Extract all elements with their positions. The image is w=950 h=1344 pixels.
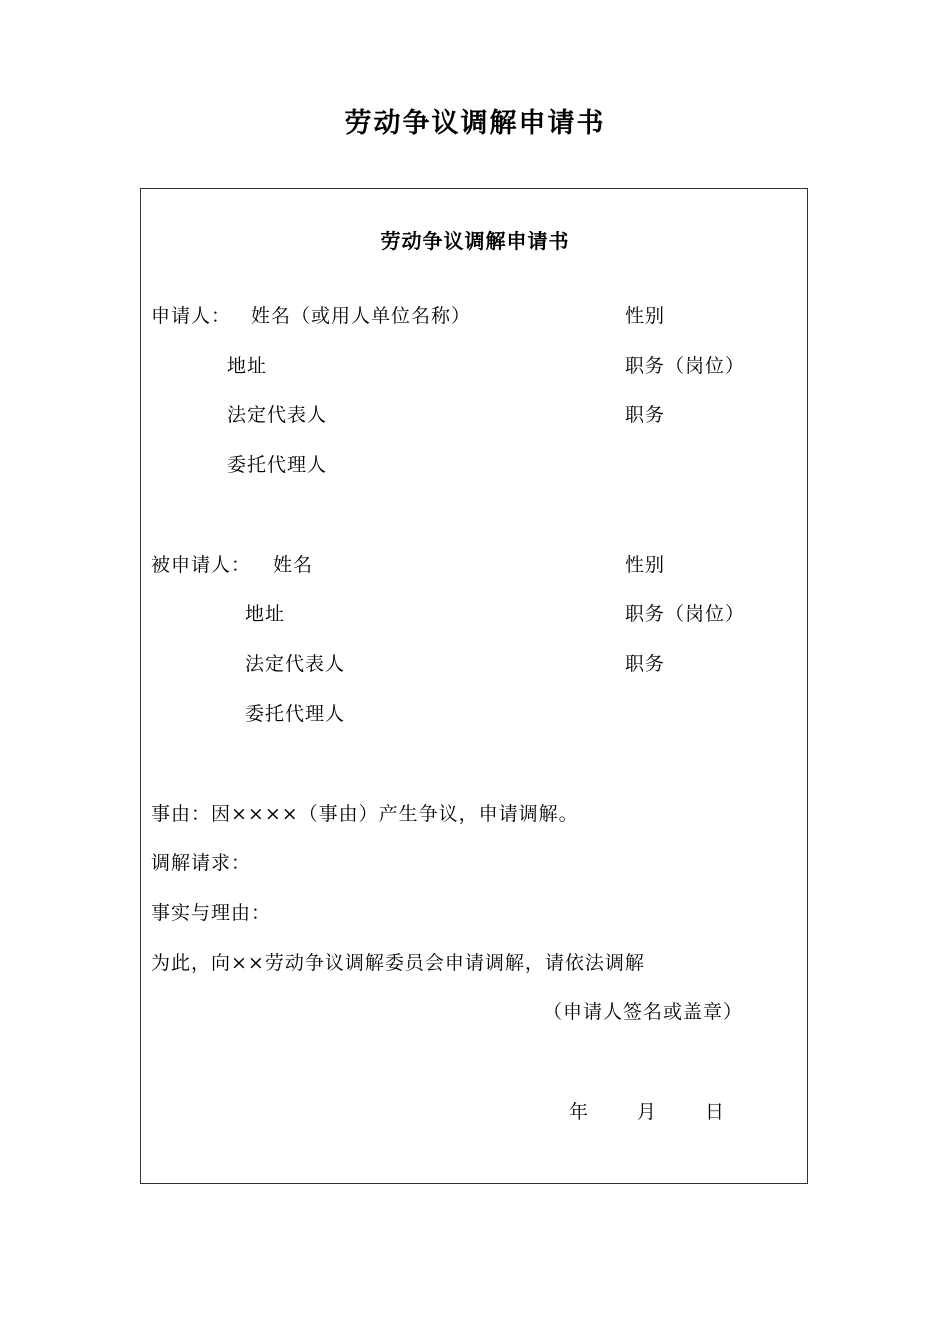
reason-text: 事由：因××××（事由）产生争议，申请调解。 xyxy=(151,803,579,825)
applicant-position-label: 职务 xyxy=(625,404,666,426)
respondent-legal-rep-label: 法定代表人 xyxy=(245,653,346,675)
form-title: 劳动争议调解申请书 xyxy=(380,229,570,253)
respondent-label: 被申请人： xyxy=(151,554,252,576)
applicant-address-label: 地址 xyxy=(227,355,268,377)
respondent-address-label: 地址 xyxy=(245,603,286,625)
applicant-legal-rep-label: 法定代表人 xyxy=(227,404,328,426)
respondent-position-post-label: 职务（岗位） xyxy=(625,603,746,625)
closing-text: 为此，向××劳动争议调解委员会申请调解，请依法调解 xyxy=(151,952,645,974)
mediation-request-label: 调解请求： xyxy=(151,852,252,874)
applicant-agent-label: 委托代理人 xyxy=(227,454,328,476)
signature-label: （申请人签名或盖章） xyxy=(543,1001,744,1023)
applicant-label: 申请人： xyxy=(151,305,232,327)
respondent-position-label: 职务 xyxy=(625,653,666,675)
respondent-name-label: 姓名 xyxy=(273,554,314,576)
page-title: 劳动争议调解申请书 xyxy=(344,108,606,139)
date-day-label: 日 xyxy=(705,1101,726,1123)
applicant-gender-label: 性别 xyxy=(625,305,666,327)
respondent-gender-label: 性别 xyxy=(625,554,666,576)
date-year-label: 年 xyxy=(569,1101,590,1123)
applicant-position-post-label: 职务（岗位） xyxy=(625,355,746,377)
facts-reasons-label: 事实与理由： xyxy=(151,902,272,924)
respondent-agent-label: 委托代理人 xyxy=(245,703,346,725)
applicant-name-label: 姓名（或用人单位名称） xyxy=(251,305,472,327)
application-form xyxy=(140,188,808,1184)
date-month-label: 月 xyxy=(637,1101,658,1123)
